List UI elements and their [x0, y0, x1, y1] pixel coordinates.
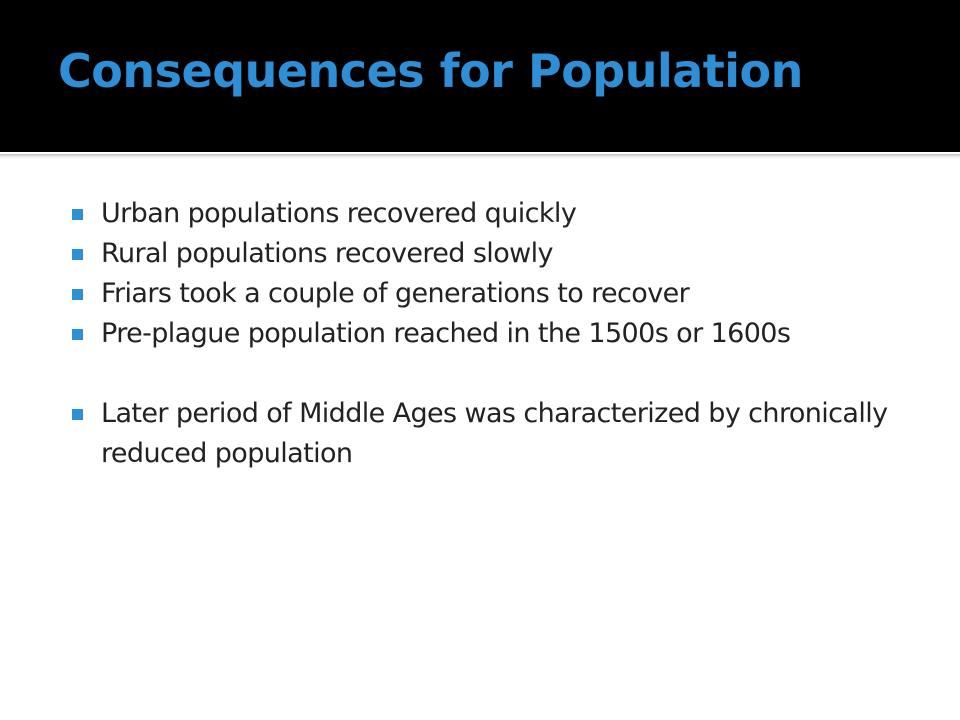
square-bullet-icon [72, 209, 83, 220]
bullet-item [72, 194, 932, 234]
title-bar [0, 0, 960, 152]
bullet-list [72, 194, 932, 474]
bullet-text: Urban populations recovered quickly [101, 198, 577, 229]
square-bullet-icon [72, 329, 83, 340]
bullet-text: Later period of Middle Ages was characterized by chronically reduced population [101, 398, 888, 469]
square-bullet-icon [72, 249, 83, 260]
bullet-text: Friars took a couple of generations to recover [101, 278, 690, 309]
bullet-item [72, 274, 932, 314]
bullet-item [72, 314, 932, 354]
square-bullet-icon [72, 289, 83, 300]
bullet-item [72, 234, 932, 274]
square-bullet-icon [72, 409, 83, 420]
bullet-text: Rural populations recovered slowly [101, 238, 553, 269]
bullet-item [72, 394, 932, 474]
slide-content [0, 159, 960, 720]
slide-title: Consequences for Population [58, 44, 803, 98]
title-divider [0, 152, 960, 159]
bullet-text: Pre-plague population reached in the 1500s or 1600s [101, 318, 791, 349]
